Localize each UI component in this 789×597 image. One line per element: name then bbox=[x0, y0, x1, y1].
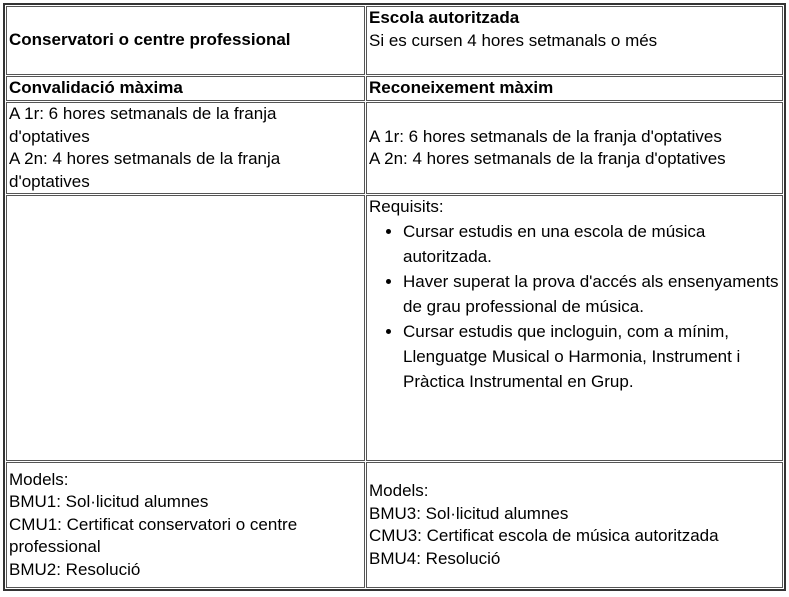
hours-left-1r: A 1r: 6 hores setmanals de la franja d'optatives bbox=[9, 104, 277, 146]
list-item: • Cursar estudis en una escola de música autoritzada. bbox=[403, 219, 779, 269]
requirements-title: Requisits: bbox=[369, 197, 444, 216]
convalidacio-title: Convalidació màxima bbox=[6, 76, 365, 101]
models-left-title: Models: bbox=[9, 469, 69, 489]
models-right bbox=[366, 462, 783, 588]
model-item: CMU1: Certificat conservatori o centre professional bbox=[9, 514, 298, 557]
model-item: CMU3: Certificat escola de música autoritzada bbox=[369, 526, 719, 545]
table-row-header bbox=[6, 6, 783, 75]
header-escola bbox=[366, 6, 783, 75]
model-item: BMU1: Sol·licitud alumnes bbox=[9, 492, 209, 512]
model-item: BMU3: Sol·licitud alumnes bbox=[369, 503, 569, 523]
hours-right bbox=[366, 102, 783, 194]
requirements-list bbox=[369, 219, 779, 394]
reconeixement-title: Reconeixement màxim bbox=[366, 76, 783, 101]
header-escola-subtitle: Si es cursen 4 hores setmanals o més bbox=[369, 30, 658, 50]
list-item: • Haver superat la prova d'accés als ensenyaments de grau professional de música. bbox=[403, 269, 779, 319]
hours-left bbox=[6, 102, 365, 194]
list-item: • Cursar estudis que incloguin, com a mínim, Llenguatge Musical o Harmonia, Instrument i Pràctica Instrumental en Grup. bbox=[403, 319, 779, 394]
header-conservatori: Conservatori o centre professional bbox=[6, 6, 365, 75]
convalidation-table bbox=[3, 3, 786, 591]
hours-right-2n: A 2n: 4 hores setmanals de la franja d'optatives bbox=[369, 149, 726, 168]
requirements-cell bbox=[366, 195, 783, 461]
header-escola-title: Escola autoritzada bbox=[369, 8, 520, 27]
models-left bbox=[6, 462, 365, 588]
hours-right-1r: A 1r: 6 hores setmanals de la franja d'optatives bbox=[369, 126, 722, 146]
model-item: BMU4: Resolució bbox=[369, 548, 501, 568]
table-row-models bbox=[6, 462, 783, 588]
model-item: BMU2: Resolució bbox=[9, 559, 141, 579]
requirements-left-empty bbox=[6, 195, 365, 461]
table-row-hours bbox=[6, 102, 783, 194]
models-right-title: Models: bbox=[369, 481, 429, 500]
table-row-section-titles bbox=[6, 76, 783, 101]
table-row-requirements bbox=[6, 195, 783, 461]
hours-left-2n: A 2n: 4 hores setmanals de la franja d'optatives bbox=[9, 149, 281, 191]
